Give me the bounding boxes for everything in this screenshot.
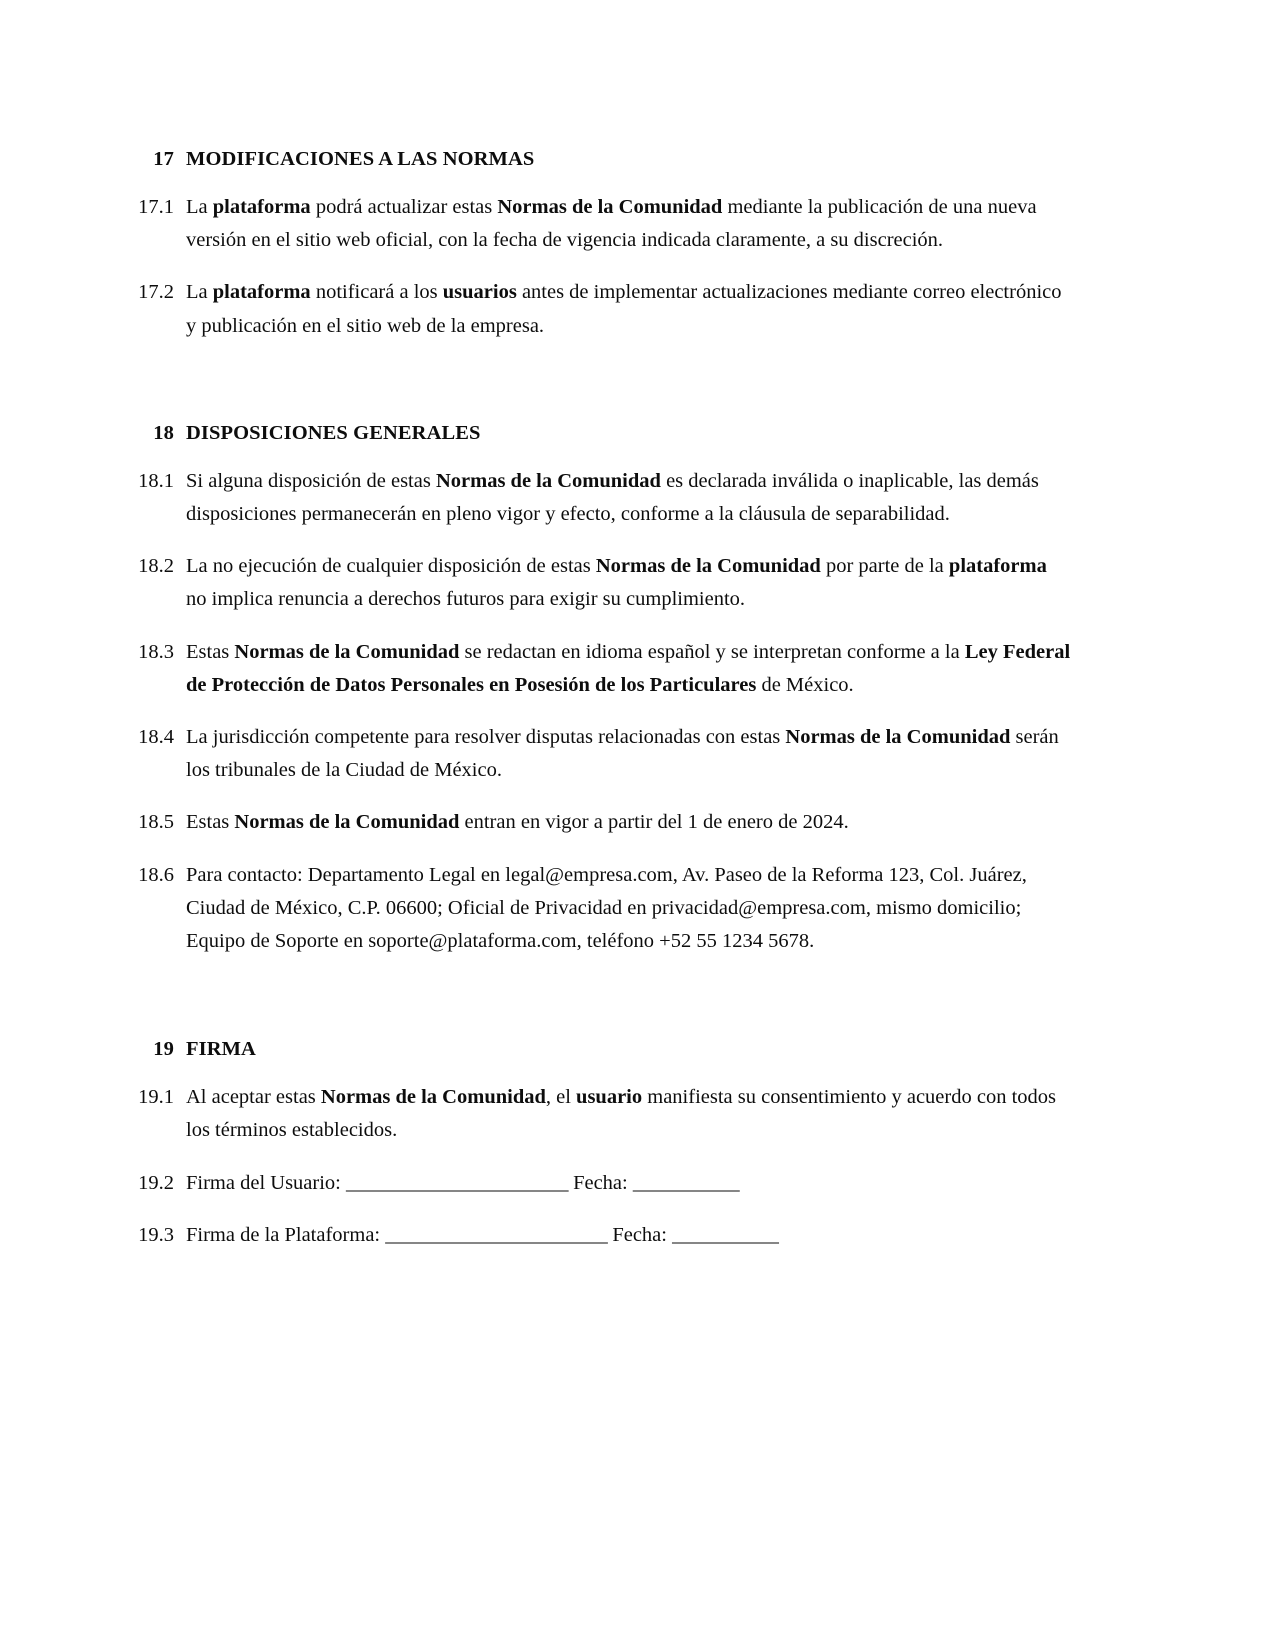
section-title: FIRMA	[186, 1038, 256, 1061]
clause-text: La no ejecución de cualquier disposición de estas Normas de la Comunidad por parte de la plataforma no implica renuncia a derechos futuros para exigir su cumplimiento.	[186, 555, 1047, 611]
clause-text: Estas Normas de la Comunidad se redactan en idioma español y se interpretan conforme a la Ley Federal de Protección de Datos Personales en Posesión de los Particulares de México.	[186, 640, 1071, 696]
section-spacer	[132, 343, 1072, 422]
clause-number: 17.1	[138, 196, 174, 218]
clause-number: 18.6	[138, 863, 174, 886]
clause-text: Para contacto: Departamento Legal en legal@empresa.com, Av. Paseo de la Reforma 123, Col. Juárez, Ciudad de México, C.P. 06600; Oficial de Privacidad en privacidad@empresa.com, mismo domicilio; Equipo de Soporte en soporte@plataforma.com, teléfono +52 55 1234 5678.	[186, 863, 1027, 953]
section-title: MODIFICACIONES A LAS NORMAS	[186, 148, 535, 170]
clause-spacer	[132, 1148, 1072, 1167]
clause-19.2	[132, 1167, 1072, 1200]
clause-text: Firma de la Plataforma: _______________________ Fecha: ___________	[186, 1223, 779, 1246]
section-heading-18	[132, 422, 1072, 445]
section-heading-17	[132, 148, 1072, 171]
clause-18.5	[132, 806, 1072, 839]
clause-spacer	[132, 787, 1072, 806]
clause-text: Al aceptar estas Normas de la Comunidad, el usuario manifiesta su consentimiento y acuerdo con todos los términos establecidos.	[186, 1086, 1057, 1142]
document-body	[132, 148, 1072, 1252]
section-number: 19	[153, 1038, 174, 1061]
clause-number: 18.1	[138, 469, 174, 492]
clause-18.6	[132, 859, 1072, 959]
clause-spacer	[132, 840, 1072, 859]
clause-text: La jurisdicción competente para resolver disputas relacionadas con estas Normas de la Comunidad serán los tribunales de la Ciudad de México.	[186, 726, 1059, 782]
clause-number: 18.4	[138, 726, 174, 749]
clause-number: 18.5	[138, 811, 174, 834]
clause-19.1	[132, 1081, 1072, 1147]
heading-spacer	[132, 445, 1072, 465]
section-spacer	[132, 958, 1072, 1038]
clause-number: 17.2	[138, 281, 174, 304]
clause-spacer	[132, 1200, 1072, 1219]
clause-number: 18.2	[138, 555, 174, 578]
section-number: 18	[153, 421, 174, 444]
clause-18.2	[132, 550, 1072, 616]
clause-18.3	[132, 636, 1072, 702]
clause-18.4	[132, 721, 1072, 787]
heading-spacer	[132, 171, 1072, 191]
clause-text: Firma del Usuario: _______________________ Fecha: ___________	[186, 1171, 740, 1194]
section-title: DISPOSICIONES GENERALES	[186, 421, 481, 444]
section-number: 17	[153, 148, 174, 170]
clause-17.1	[132, 191, 1072, 257]
section-heading-19	[132, 1038, 1072, 1061]
clause-spacer	[132, 702, 1072, 721]
clause-text: Si alguna disposición de estas Normas de la Comunidad es declarada inválida o inaplicable, las demás disposiciones permanecerán en pleno vigor y efecto, conforme a la cláusula de separabilidad.	[186, 469, 1039, 526]
clause-spacer	[132, 257, 1072, 276]
clause-19.3	[132, 1219, 1072, 1252]
clause-text: La plataforma notificará a los usuarios antes de implementar actualizaciones mediante correo electrónico y publicación en el sitio web de la empresa.	[186, 281, 1062, 337]
heading-spacer	[132, 1061, 1072, 1081]
clause-number: 19.2	[138, 1171, 174, 1194]
clause-number: 19.3	[138, 1223, 174, 1246]
clause-spacer	[132, 617, 1072, 636]
clause-18.1	[132, 465, 1072, 531]
clause-text: Estas Normas de la Comunidad entran en vigor a partir del 1 de enero de 2024.	[186, 811, 849, 834]
clause-spacer	[132, 531, 1072, 550]
clause-17.2	[132, 276, 1072, 342]
clause-number: 19.1	[138, 1086, 174, 1109]
clause-number: 18.3	[138, 640, 174, 663]
clause-text: La plataforma podrá actualizar estas Normas de la Comunidad mediante la publicación de una nueva versión en el sitio web oficial, con la fecha de vigencia indicada claramente, a su discreción.	[186, 196, 1037, 252]
